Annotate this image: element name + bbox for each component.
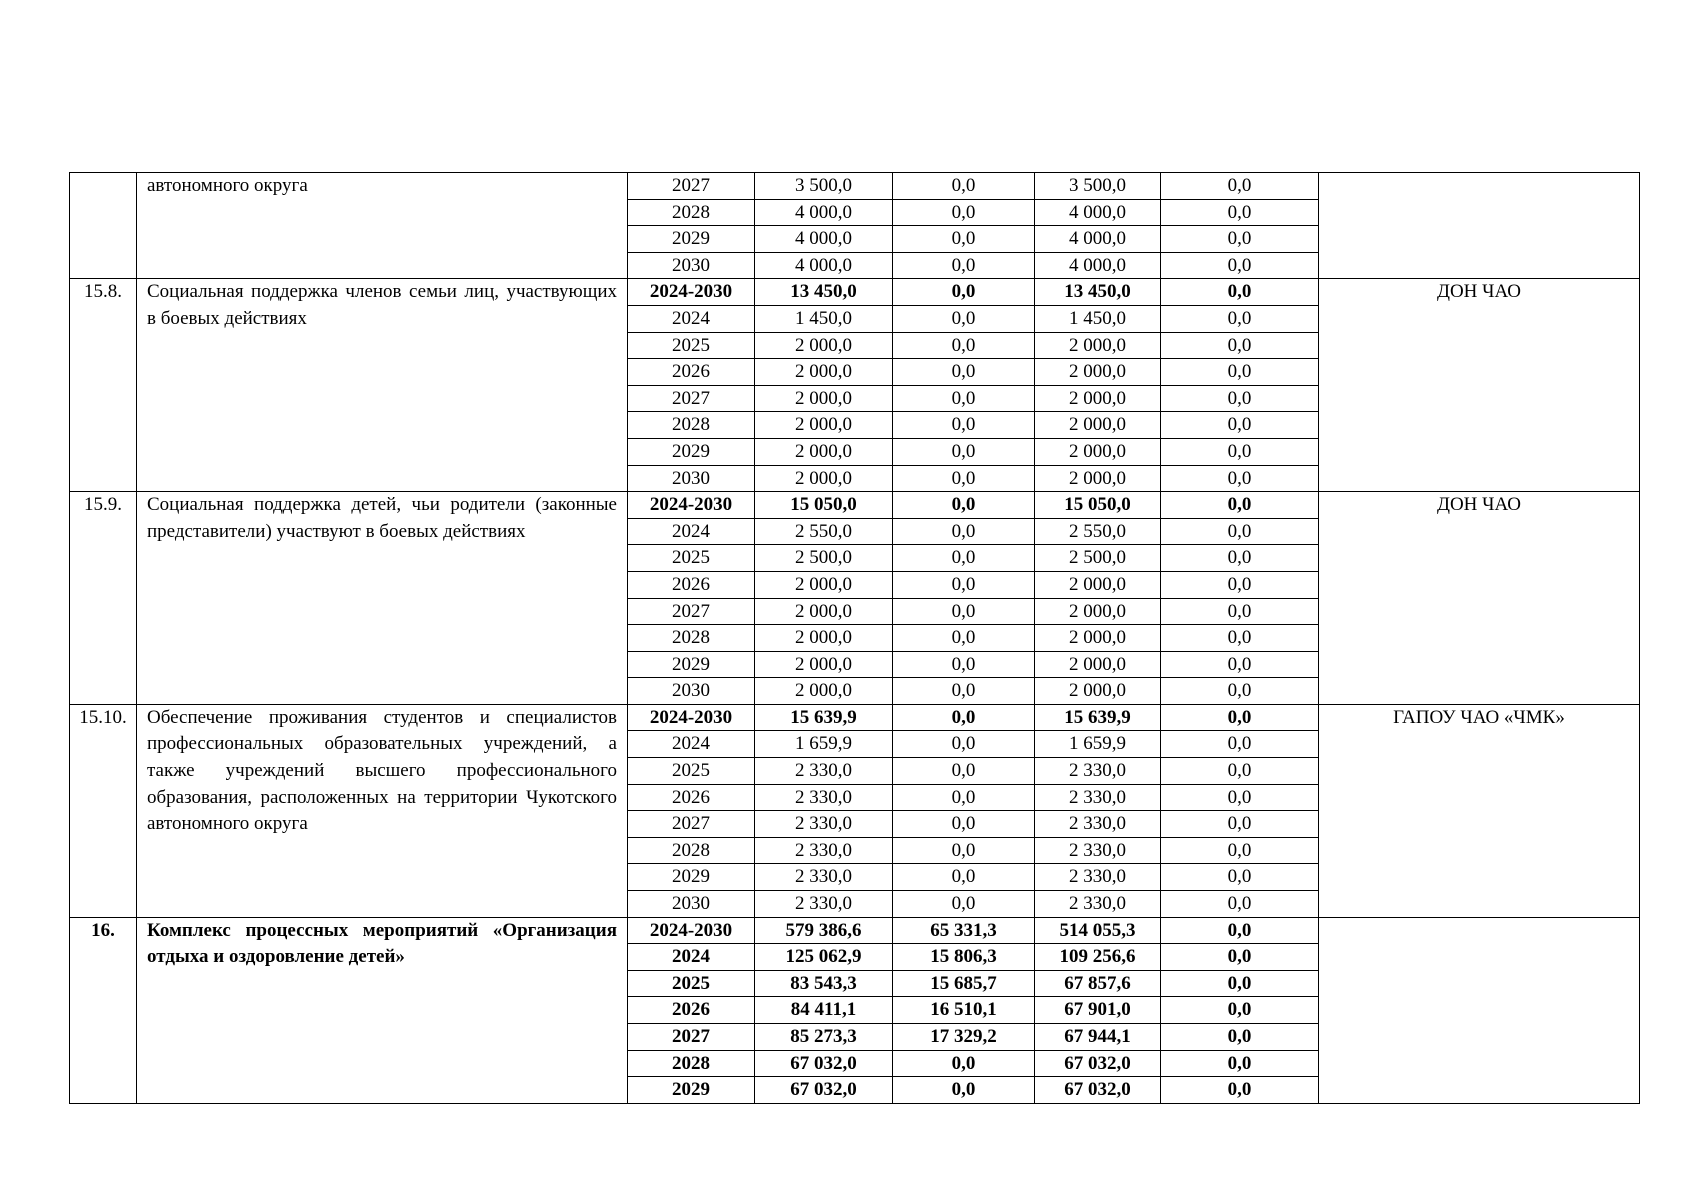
item-number: 15.9. bbox=[70, 492, 137, 705]
item-number: 16. bbox=[70, 917, 137, 1103]
other-value: 0,0 bbox=[1161, 1077, 1319, 1104]
other-value: 0,0 bbox=[1161, 811, 1319, 838]
total-value: 4 000,0 bbox=[755, 226, 893, 253]
regional-value: 15 050,0 bbox=[1035, 492, 1161, 519]
table-body bbox=[70, 173, 1640, 1104]
other-value: 0,0 bbox=[1161, 173, 1319, 200]
year-cell: 2025 bbox=[628, 332, 755, 359]
total-value: 2 000,0 bbox=[755, 412, 893, 439]
federal-value: 0,0 bbox=[893, 359, 1035, 386]
regional-value: 4 000,0 bbox=[1035, 199, 1161, 226]
regional-value: 67 857,6 bbox=[1035, 970, 1161, 997]
year-cell: 2028 bbox=[628, 1050, 755, 1077]
federal-value: 0,0 bbox=[893, 173, 1035, 200]
federal-value: 0,0 bbox=[893, 837, 1035, 864]
total-value: 2 330,0 bbox=[755, 891, 893, 918]
other-value: 0,0 bbox=[1161, 917, 1319, 944]
federal-value: 0,0 bbox=[893, 1077, 1035, 1104]
total-value: 2 000,0 bbox=[755, 571, 893, 598]
other-value: 0,0 bbox=[1161, 891, 1319, 918]
other-value: 0,0 bbox=[1161, 758, 1319, 785]
regional-value: 2 330,0 bbox=[1035, 864, 1161, 891]
item-description: Социальная поддержка детей, чьи родители (законные представители) участвуют в боевых действиях bbox=[137, 492, 628, 705]
year-cell: 2025 bbox=[628, 545, 755, 572]
regional-value: 2 330,0 bbox=[1035, 891, 1161, 918]
total-value: 2 330,0 bbox=[755, 758, 893, 785]
federal-value: 0,0 bbox=[893, 545, 1035, 572]
federal-value: 0,0 bbox=[893, 465, 1035, 492]
other-value: 0,0 bbox=[1161, 465, 1319, 492]
regional-value: 2 000,0 bbox=[1035, 465, 1161, 492]
other-value: 0,0 bbox=[1161, 1024, 1319, 1051]
other-value: 0,0 bbox=[1161, 332, 1319, 359]
table-row bbox=[70, 492, 1640, 519]
other-value: 0,0 bbox=[1161, 385, 1319, 412]
other-value: 0,0 bbox=[1161, 864, 1319, 891]
regional-value: 2 000,0 bbox=[1035, 678, 1161, 705]
year-cell: 2024-2030 bbox=[628, 704, 755, 731]
federal-value: 0,0 bbox=[893, 305, 1035, 332]
other-value: 0,0 bbox=[1161, 598, 1319, 625]
table-row bbox=[70, 279, 1640, 306]
total-value: 2 000,0 bbox=[755, 598, 893, 625]
federal-value: 0,0 bbox=[893, 412, 1035, 439]
total-value: 2 330,0 bbox=[755, 811, 893, 838]
regional-value: 15 639,9 bbox=[1035, 704, 1161, 731]
table-row bbox=[70, 704, 1640, 731]
other-value: 0,0 bbox=[1161, 731, 1319, 758]
item-description: Обеспечение проживания студентов и специалистов профессиональных образовательных учреждений, а также учреждений высшего профессионального образования, расположенных на территории Чукотского автономного округа bbox=[137, 704, 628, 917]
total-value: 2 330,0 bbox=[755, 784, 893, 811]
total-value: 2 330,0 bbox=[755, 837, 893, 864]
year-cell: 2027 bbox=[628, 1024, 755, 1051]
total-value: 2 500,0 bbox=[755, 545, 893, 572]
year-cell: 2029 bbox=[628, 651, 755, 678]
regional-value: 109 256,6 bbox=[1035, 944, 1161, 971]
other-value: 0,0 bbox=[1161, 359, 1319, 386]
federal-value: 17 329,2 bbox=[893, 1024, 1035, 1051]
other-value: 0,0 bbox=[1161, 571, 1319, 598]
total-value: 2 000,0 bbox=[755, 359, 893, 386]
federal-value: 0,0 bbox=[893, 571, 1035, 598]
federal-value: 0,0 bbox=[893, 864, 1035, 891]
year-cell: 2030 bbox=[628, 465, 755, 492]
other-value: 0,0 bbox=[1161, 997, 1319, 1024]
other-value: 0,0 bbox=[1161, 199, 1319, 226]
item-number bbox=[70, 173, 137, 279]
total-value: 2 000,0 bbox=[755, 625, 893, 652]
other-value: 0,0 bbox=[1161, 412, 1319, 439]
total-value: 84 411,1 bbox=[755, 997, 893, 1024]
total-value: 2 330,0 bbox=[755, 864, 893, 891]
year-cell: 2025 bbox=[628, 970, 755, 997]
other-value: 0,0 bbox=[1161, 784, 1319, 811]
regional-value: 67 944,1 bbox=[1035, 1024, 1161, 1051]
total-value: 15 639,9 bbox=[755, 704, 893, 731]
regional-value: 2 000,0 bbox=[1035, 625, 1161, 652]
federal-value: 0,0 bbox=[893, 252, 1035, 279]
regional-value: 2 000,0 bbox=[1035, 385, 1161, 412]
regional-value: 2 500,0 bbox=[1035, 545, 1161, 572]
total-value: 3 500,0 bbox=[755, 173, 893, 200]
executor-cell: ГАПОУ ЧАО «ЧМК» bbox=[1319, 704, 1640, 917]
year-cell: 2024 bbox=[628, 731, 755, 758]
year-cell: 2026 bbox=[628, 359, 755, 386]
total-value: 2 000,0 bbox=[755, 678, 893, 705]
federal-value: 15 806,3 bbox=[893, 944, 1035, 971]
regional-value: 2 000,0 bbox=[1035, 438, 1161, 465]
total-value: 4 000,0 bbox=[755, 199, 893, 226]
executor-cell bbox=[1319, 917, 1640, 1103]
federal-value: 0,0 bbox=[893, 678, 1035, 705]
federal-value: 0,0 bbox=[893, 625, 1035, 652]
total-value: 2 550,0 bbox=[755, 518, 893, 545]
year-cell: 2028 bbox=[628, 412, 755, 439]
year-cell: 2028 bbox=[628, 625, 755, 652]
total-value: 83 543,3 bbox=[755, 970, 893, 997]
item-description: Комплекс процессных мероприятий «Организация отдыха и оздоровление детей» bbox=[137, 917, 628, 1103]
year-cell: 2027 bbox=[628, 811, 755, 838]
regional-value: 67 032,0 bbox=[1035, 1077, 1161, 1104]
federal-value: 16 510,1 bbox=[893, 997, 1035, 1024]
federal-value: 0,0 bbox=[893, 731, 1035, 758]
year-cell: 2030 bbox=[628, 891, 755, 918]
regional-value: 4 000,0 bbox=[1035, 226, 1161, 253]
year-cell: 2024 bbox=[628, 305, 755, 332]
federal-value: 0,0 bbox=[893, 1050, 1035, 1077]
total-value: 15 050,0 bbox=[755, 492, 893, 519]
federal-value: 0,0 bbox=[893, 811, 1035, 838]
other-value: 0,0 bbox=[1161, 625, 1319, 652]
year-cell: 2028 bbox=[628, 837, 755, 864]
year-cell: 2024-2030 bbox=[628, 279, 755, 306]
executor-cell: ДОН ЧАО bbox=[1319, 279, 1640, 492]
year-cell: 2027 bbox=[628, 173, 755, 200]
year-cell: 2024-2030 bbox=[628, 917, 755, 944]
other-value: 0,0 bbox=[1161, 518, 1319, 545]
regional-value: 514 055,3 bbox=[1035, 917, 1161, 944]
federal-value: 0,0 bbox=[893, 784, 1035, 811]
other-value: 0,0 bbox=[1161, 944, 1319, 971]
year-cell: 2026 bbox=[628, 784, 755, 811]
regional-value: 2 330,0 bbox=[1035, 784, 1161, 811]
other-value: 0,0 bbox=[1161, 279, 1319, 306]
item-description: Социальная поддержка членов семьи лиц, участвующих в боевых действиях bbox=[137, 279, 628, 492]
total-value: 2 000,0 bbox=[755, 651, 893, 678]
other-value: 0,0 bbox=[1161, 252, 1319, 279]
regional-value: 2 000,0 bbox=[1035, 571, 1161, 598]
regional-value: 4 000,0 bbox=[1035, 252, 1161, 279]
year-cell: 2024-2030 bbox=[628, 492, 755, 519]
total-value: 1 659,9 bbox=[755, 731, 893, 758]
year-cell: 2024 bbox=[628, 518, 755, 545]
table-row bbox=[70, 917, 1640, 944]
total-value: 13 450,0 bbox=[755, 279, 893, 306]
regional-value: 2 330,0 bbox=[1035, 811, 1161, 838]
regional-value: 2 550,0 bbox=[1035, 518, 1161, 545]
budget-table bbox=[69, 172, 1640, 1104]
federal-value: 0,0 bbox=[893, 598, 1035, 625]
year-cell: 2025 bbox=[628, 758, 755, 785]
executor-cell bbox=[1319, 173, 1640, 279]
other-value: 0,0 bbox=[1161, 704, 1319, 731]
other-value: 0,0 bbox=[1161, 226, 1319, 253]
regional-value: 67 901,0 bbox=[1035, 997, 1161, 1024]
federal-value: 0,0 bbox=[893, 891, 1035, 918]
total-value: 67 032,0 bbox=[755, 1050, 893, 1077]
year-cell: 2030 bbox=[628, 252, 755, 279]
other-value: 0,0 bbox=[1161, 970, 1319, 997]
federal-value: 0,0 bbox=[893, 226, 1035, 253]
federal-value: 0,0 bbox=[893, 758, 1035, 785]
item-number: 15.8. bbox=[70, 279, 137, 492]
federal-value: 65 331,3 bbox=[893, 917, 1035, 944]
total-value: 1 450,0 bbox=[755, 305, 893, 332]
item-description: автономного округа bbox=[137, 173, 628, 279]
federal-value: 0,0 bbox=[893, 704, 1035, 731]
regional-value: 3 500,0 bbox=[1035, 173, 1161, 200]
executor-cell: ДОН ЧАО bbox=[1319, 492, 1640, 705]
federal-value: 0,0 bbox=[893, 332, 1035, 359]
regional-value: 2 000,0 bbox=[1035, 651, 1161, 678]
federal-value: 0,0 bbox=[893, 651, 1035, 678]
year-cell: 2028 bbox=[628, 199, 755, 226]
table-row bbox=[70, 173, 1640, 200]
year-cell: 2027 bbox=[628, 598, 755, 625]
total-value: 85 273,3 bbox=[755, 1024, 893, 1051]
federal-value: 0,0 bbox=[893, 492, 1035, 519]
other-value: 0,0 bbox=[1161, 545, 1319, 572]
federal-value: 0,0 bbox=[893, 518, 1035, 545]
other-value: 0,0 bbox=[1161, 492, 1319, 519]
year-cell: 2029 bbox=[628, 864, 755, 891]
regional-value: 2 000,0 bbox=[1035, 412, 1161, 439]
regional-value: 2 330,0 bbox=[1035, 837, 1161, 864]
federal-value: 15 685,7 bbox=[893, 970, 1035, 997]
other-value: 0,0 bbox=[1161, 305, 1319, 332]
total-value: 4 000,0 bbox=[755, 252, 893, 279]
regional-value: 1 450,0 bbox=[1035, 305, 1161, 332]
regional-value: 2 330,0 bbox=[1035, 758, 1161, 785]
year-cell: 2029 bbox=[628, 226, 755, 253]
item-number: 15.10. bbox=[70, 704, 137, 917]
other-value: 0,0 bbox=[1161, 651, 1319, 678]
year-cell: 2024 bbox=[628, 944, 755, 971]
federal-value: 0,0 bbox=[893, 199, 1035, 226]
year-cell: 2027 bbox=[628, 385, 755, 412]
federal-value: 0,0 bbox=[893, 279, 1035, 306]
federal-value: 0,0 bbox=[893, 438, 1035, 465]
regional-value: 2 000,0 bbox=[1035, 332, 1161, 359]
year-cell: 2026 bbox=[628, 997, 755, 1024]
federal-value: 0,0 bbox=[893, 385, 1035, 412]
year-cell: 2026 bbox=[628, 571, 755, 598]
other-value: 0,0 bbox=[1161, 678, 1319, 705]
regional-value: 13 450,0 bbox=[1035, 279, 1161, 306]
year-cell: 2030 bbox=[628, 678, 755, 705]
year-cell: 2029 bbox=[628, 438, 755, 465]
total-value: 2 000,0 bbox=[755, 332, 893, 359]
total-value: 2 000,0 bbox=[755, 438, 893, 465]
regional-value: 2 000,0 bbox=[1035, 359, 1161, 386]
other-value: 0,0 bbox=[1161, 837, 1319, 864]
total-value: 579 386,6 bbox=[755, 917, 893, 944]
year-cell: 2029 bbox=[628, 1077, 755, 1104]
other-value: 0,0 bbox=[1161, 438, 1319, 465]
regional-value: 67 032,0 bbox=[1035, 1050, 1161, 1077]
total-value: 2 000,0 bbox=[755, 385, 893, 412]
total-value: 125 062,9 bbox=[755, 944, 893, 971]
total-value: 67 032,0 bbox=[755, 1077, 893, 1104]
other-value: 0,0 bbox=[1161, 1050, 1319, 1077]
regional-value: 2 000,0 bbox=[1035, 598, 1161, 625]
regional-value: 1 659,9 bbox=[1035, 731, 1161, 758]
total-value: 2 000,0 bbox=[755, 465, 893, 492]
